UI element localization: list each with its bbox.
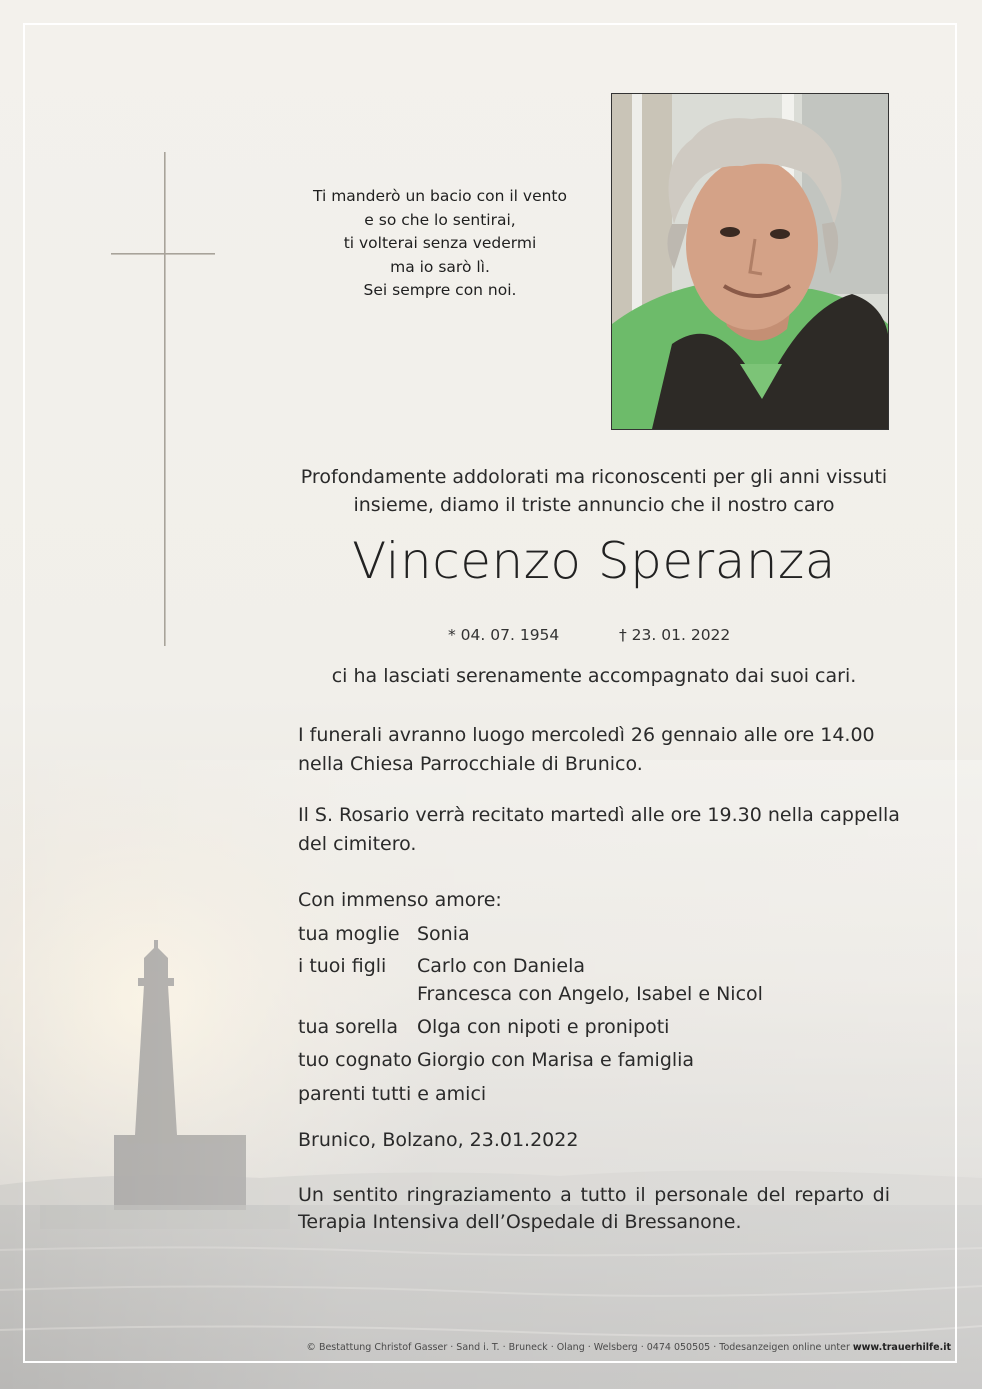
poem-line: ma io sarò lì. xyxy=(390,257,490,276)
funeral-info xyxy=(298,721,898,779)
poem-line: ti volterai senza vedermi xyxy=(343,234,537,252)
poem xyxy=(290,185,590,303)
with-love-text: Con immenso amore: xyxy=(298,889,502,911)
relative-names: Giorgio con Marisa e famiglia xyxy=(417,1049,695,1071)
relative-row xyxy=(298,1044,695,1076)
poem-line: e so che lo sentirai, xyxy=(364,210,516,229)
rosary-line: del cimitero. xyxy=(298,833,417,855)
intro-line: insieme, diamo il triste annuncio che il nostro caro xyxy=(353,494,835,516)
relative-names: Olga con nipoti e pronipoti xyxy=(417,1016,670,1038)
place-and-date: Brunico, Bolzano, 23.01.2022 xyxy=(298,1129,579,1151)
relation-label: parenti tutti e amici xyxy=(298,1083,487,1105)
footer-text: © Bestattung Christof Gasser · Sand i. T. · Bruneck · Olang · Welsberg · 0474 050505 · Todesanzeigen online unter xyxy=(306,1342,853,1353)
passed-away-line: ci ha lasciati serenamente accompagnato dai suoi cari. xyxy=(331,665,857,687)
relation-label: i tuoi figli xyxy=(298,955,387,977)
relative-row xyxy=(298,1078,486,1110)
funeral-line: I funerali avranno luogo mercoledì 26 gennaio alle ore 14.00 xyxy=(298,724,875,746)
footer-credit xyxy=(298,1342,951,1353)
rosary-line: Il S. Rosario verrà recitato martedì alle ore 19.30 nella cappella xyxy=(298,804,900,826)
deceased-name: Vincenzo Speranza xyxy=(352,532,836,590)
thanks-line: Un sentito ringraziamento a tutto il personale del reparto di xyxy=(298,1184,890,1206)
relative-row xyxy=(298,1011,670,1043)
relation-label: tua sorella xyxy=(298,1016,398,1038)
death-date: † 23. 01. 2022 xyxy=(619,626,731,644)
thanks-line: Terapia Intensiva dell’Ospedale di Bressanone. xyxy=(298,1211,742,1233)
funeral-line: nella Chiesa Parrocchiale di Brunico. xyxy=(298,753,643,775)
birth-date: * 04. 07. 1954 xyxy=(448,626,560,644)
relative-row-continued xyxy=(298,978,763,1010)
portrait-photo xyxy=(611,93,889,430)
with-love-heading xyxy=(298,886,898,915)
announcement-intro xyxy=(260,463,928,519)
relation-label: tuo cognato xyxy=(298,1049,413,1071)
relative-names: Sonia xyxy=(417,923,470,945)
relative-row xyxy=(298,918,470,950)
portrait-illustration xyxy=(612,94,888,429)
rosary-info xyxy=(298,801,898,859)
poem-line: Sei sempre con noi. xyxy=(363,281,517,299)
thanks-note xyxy=(298,1182,890,1236)
intro-line: Profondamente addolorati ma riconoscenti per gli anni vissuti xyxy=(300,466,888,488)
footer-website-link[interactable]: www.trauerhilfe.it xyxy=(852,1342,951,1353)
relative-names: Carlo con Daniela xyxy=(417,955,586,977)
relative-names: Francesca con Angelo, Isabel e Nicol xyxy=(417,983,763,1005)
relation-label: tua moglie xyxy=(298,923,400,945)
poem-line: Ti manderò un bacio con il vento xyxy=(312,187,567,205)
